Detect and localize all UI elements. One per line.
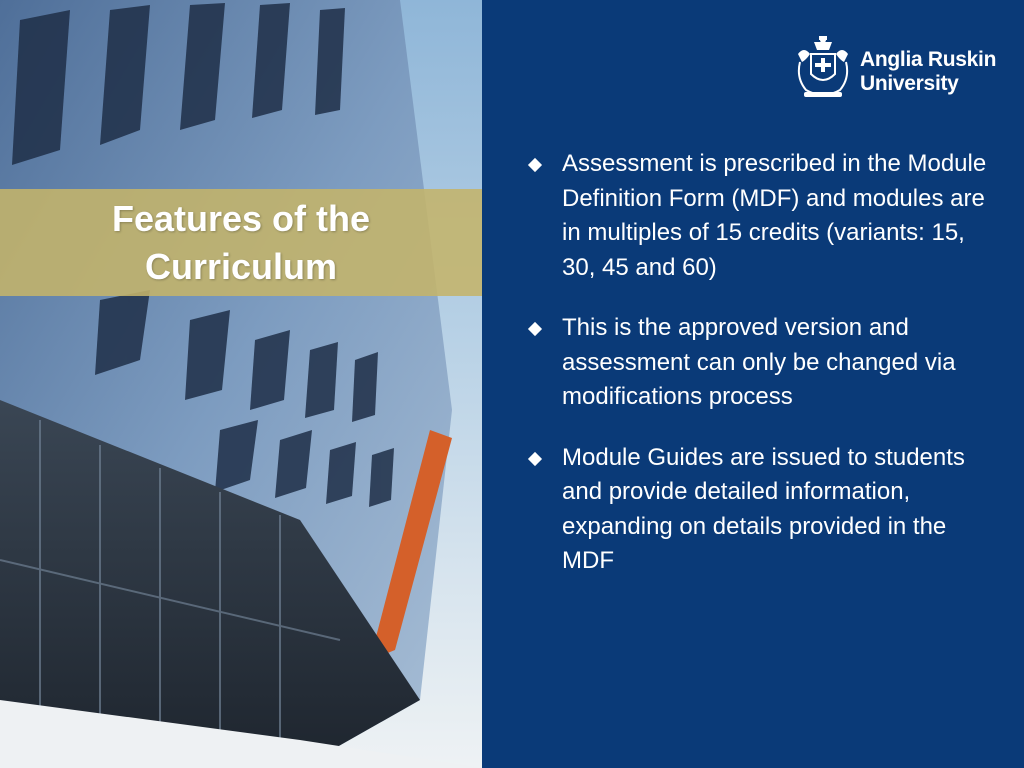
slide-title-line-2: Curriculum [144,245,337,287]
university-name [860,48,996,96]
content-panel [482,0,1024,768]
diamond-bullet-icon [528,451,542,465]
slide-title [112,195,370,291]
diamond-bullet-icon [528,322,542,336]
bullet-item [524,441,994,579]
building-photo [0,0,482,768]
bullet-text: Assessment is prescribed in the Module Definition Form (MDF) and modules are in multiples of 15 credits (variants: 15, 30, 45 and 60) [562,150,987,281]
building-illustration [0,0,482,768]
title-band [0,189,482,296]
bullet-text: Module Guides are issued to students and provide detailed information, expanding on details provided in the MDF [562,443,965,574]
bullet-item [524,311,994,415]
bullet-text: This is the approved version and assessment can only be changed via modifications process [562,314,956,410]
university-name-line-2: University [860,72,959,95]
diamond-bullet-icon [528,158,542,172]
bullet-item [524,147,994,285]
university-crest-icon [794,32,852,100]
bullet-list [524,147,994,605]
university-logo [794,32,1004,102]
university-name-line-1: Anglia Ruskin [860,48,997,71]
slide-title-line-1: Features of the [111,197,371,239]
